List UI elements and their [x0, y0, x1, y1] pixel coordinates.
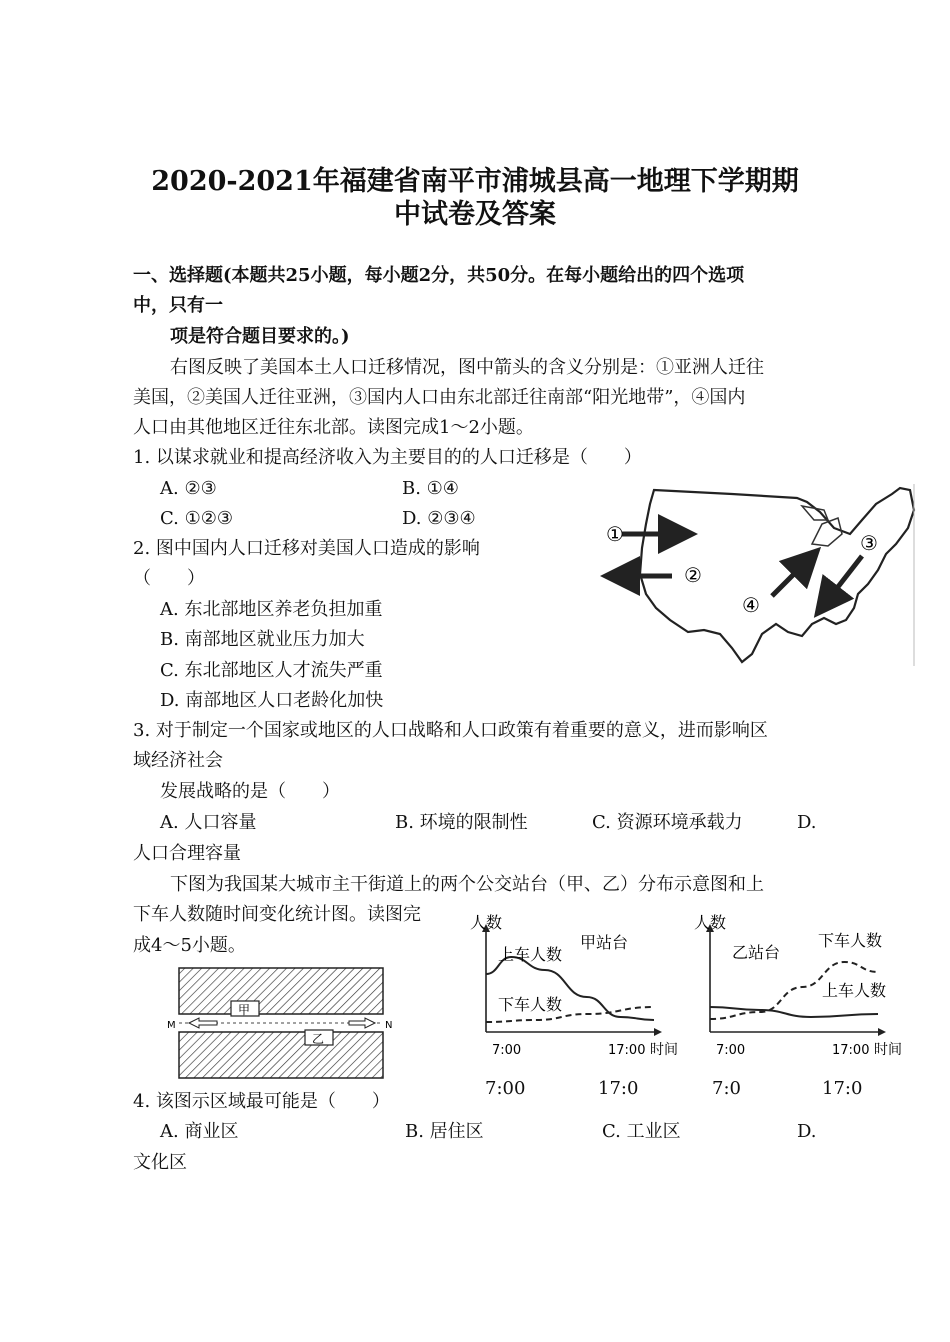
map-label-1: ①: [606, 522, 624, 546]
intro2-line3: 成4～5小题。: [133, 935, 246, 956]
chart-yi-x-arrow: [878, 1028, 886, 1036]
building-block-south: [179, 1032, 383, 1078]
stop-yi-label: 乙: [312, 1032, 325, 1046]
chart-jia-x-arrow: [654, 1028, 662, 1036]
chart-jia-below-tick-end: 17:0: [598, 1078, 639, 1099]
us-outline: [640, 488, 914, 662]
q4-stem: 4. 该图示区域最可能是（ ）: [133, 1091, 390, 1112]
us-migration-map: [592, 484, 922, 666]
chart-jia-title: 甲站台: [580, 933, 629, 952]
q4-option-c: C. 工业区: [602, 1121, 681, 1142]
chart-jia-below-tick-start: 7:00: [485, 1078, 526, 1099]
q2-option-b: B. 南部地区就业压力加大: [160, 629, 365, 650]
chart-yi-below-tick-start: 7:0: [712, 1078, 741, 1099]
q3-option-a: A. 人口容量: [160, 812, 257, 833]
intro2-line1: 下图为我国某大城市主干街道上的两个公交站台（甲、乙）分布示意图和上: [170, 874, 764, 895]
chart-yi-x-tick-end: 17:00: [832, 1043, 870, 1058]
q2-stem: 2. 图中国内人口迁移对美国人口造成的影响: [133, 538, 480, 559]
q4-option-b: B. 居住区: [405, 1121, 484, 1142]
intro1-line1: 右图反映了美国本土人口迁移情况，图中箭头的含义分别是：①亚洲人迁往: [170, 357, 764, 378]
intro1-line2: 美国，②美国人迁往亚洲，③国内人口由东北部迁往南部“阳光地带”，④国内: [133, 387, 746, 408]
chart-jia-ylabel: 人数: [470, 913, 503, 932]
street-diagram: [165, 962, 405, 1090]
chart-jia: [468, 912, 684, 1062]
chart-yi-series-label-0: 下车人数: [818, 931, 883, 950]
chart-jia-series-label-0: 上车人数: [498, 945, 563, 964]
q3-option-d-cont: 人口合理容量: [133, 843, 241, 864]
section-heading-line1: 一、选择题(本题共25小题，每小题2分，共50分。在每小题给出的四个选项: [133, 265, 745, 286]
q3-option-b: B. 环境的限制性: [395, 812, 528, 833]
arrow-4: [772, 554, 814, 596]
q4-option-d-cont: 文化区: [133, 1152, 187, 1173]
chart-yi-x-tick-start: 7:00: [716, 1043, 746, 1058]
arrow-east: [349, 1018, 375, 1028]
map-label-3: ③: [860, 531, 878, 555]
chart-yi-series-label-1: 上车人数: [822, 981, 887, 1000]
street-end-n: N: [385, 1020, 393, 1031]
chart-jia-xlabel: 时间: [650, 1042, 678, 1058]
building-block-north: [179, 968, 383, 1014]
document-title-line1: 2020-2021年福建省南平市浦城县高一地理下学期期: [151, 166, 799, 197]
q4-option-d: D.: [797, 1121, 817, 1142]
section-heading-line2: 中，只有一: [133, 295, 223, 316]
chart-yi-xlabel: 时间: [874, 1042, 902, 1058]
q3-option-d: D.: [797, 812, 817, 833]
q3-stem-line3: 发展战略的是（ ）: [160, 781, 340, 802]
q1-option-a: A. ②③: [160, 478, 217, 499]
map-label-2: ②: [684, 563, 702, 587]
q3-stem-line1: 3. 对于制定一个国家或地区的人口战略和人口政策有着重要的意义，进而影响区: [133, 720, 768, 741]
q1-option-b: B. ①④: [402, 478, 459, 499]
chart-yi-ylabel: 人数: [694, 913, 727, 932]
chart-yi-below-tick-end: 17:0: [822, 1078, 863, 1099]
chart-jia-x-tick-end: 17:00: [608, 1043, 646, 1058]
q4-option-a: A. 商业区: [160, 1121, 239, 1142]
chart-jia-series-label-1: 下车人数: [498, 995, 563, 1014]
q2-option-a: A. 东北部地区养老负担加重: [160, 599, 383, 620]
map-label-4: ④: [742, 593, 760, 617]
document-title-line2: 中试卷及答案: [394, 199, 556, 230]
q1-option-d: D. ②③④: [402, 508, 476, 529]
intro1-line3: 人口由其他地区迁往东北部。读图完成1～2小题。: [133, 417, 534, 438]
q3-option-c: C. 资源环境承载力: [592, 812, 743, 833]
section-heading-line3: 项是符合题目要求的。): [170, 326, 350, 347]
q3-stem-line2: 域经济社会: [133, 750, 223, 771]
chart-yi-title: 乙站台: [732, 943, 781, 962]
q2-option-c: C. 东北部地区人才流失严重: [160, 660, 383, 681]
intro2-line2: 下车人数随时间变化统计图。读图完: [133, 904, 421, 925]
chart-jia-x-tick-start: 7:00: [492, 1043, 522, 1058]
stop-jia-label: 甲: [238, 1003, 251, 1017]
q1-option-c: C. ①②③: [160, 508, 233, 529]
q2-paren: （ ）: [133, 568, 205, 589]
chart-yi: [692, 912, 908, 1062]
q2-option-d: D. 南部地区人口老龄化加快: [160, 690, 384, 711]
street-end-m: M: [167, 1020, 176, 1031]
arrow-west: [189, 1018, 217, 1028]
q1-stem: 1. 以谋求就业和提高经济收入为主要目的的人口迁移是（ ）: [133, 447, 642, 468]
